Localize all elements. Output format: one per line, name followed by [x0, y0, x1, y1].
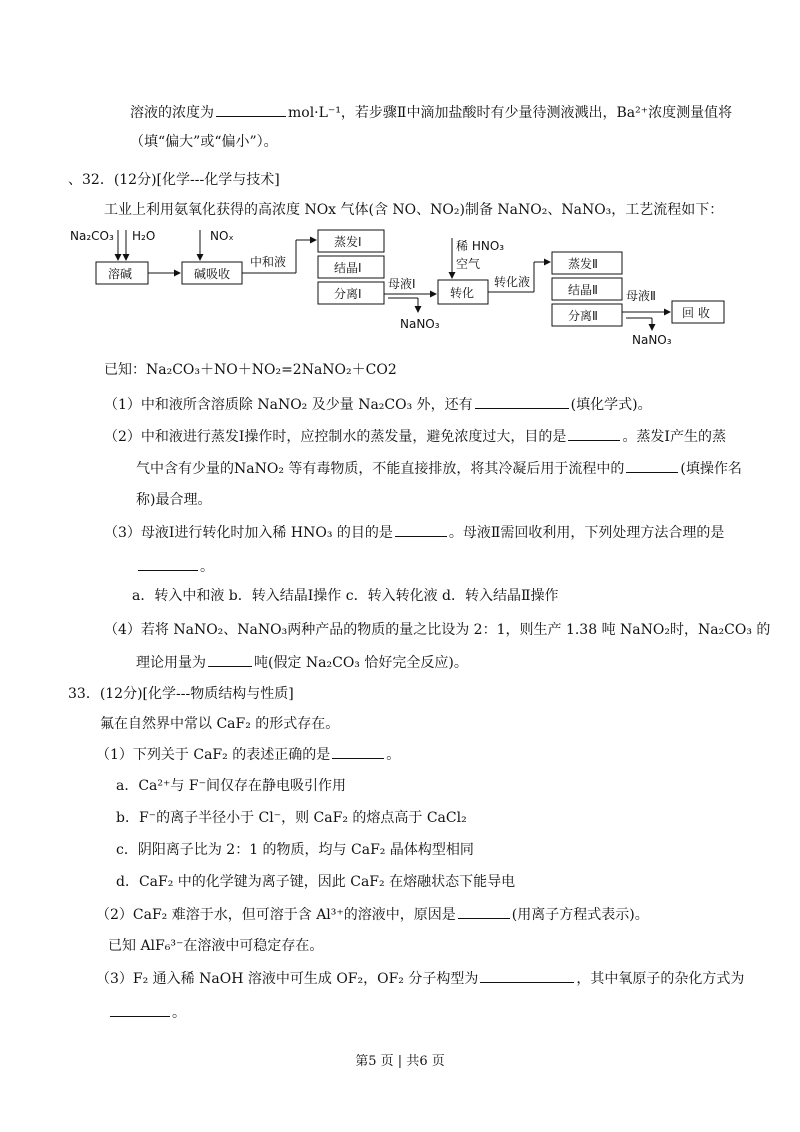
process-flowchart: [70, 226, 730, 346]
dilute-hno3-label: 稀 HNO₃: [456, 239, 505, 253]
text: mol·L⁻¹，若步骤Ⅱ中滴加盐酸时有少量待测液溅出，Ba²⁺浓度测量值将: [288, 105, 733, 121]
q32-2-line3: 称)最合理。: [136, 492, 212, 508]
answer-blank[interactable]: [208, 652, 252, 667]
q32-intro: 工业上利用氨氧化获得的高浓度 NOx 气体(含 NO、NO₂)制备 NaNO₂、NaNO₃，工艺流程如下：: [104, 202, 724, 218]
top-line-2: （填“偏大”或“偏小”）。: [130, 134, 278, 150]
air-label: 空气: [456, 257, 481, 271]
q33-heading: 33．(12分)[化学---物质结构与性质]: [68, 686, 294, 702]
absorb-label: 碱吸收: [194, 267, 231, 281]
page-footer: 第5 页 | 共6 页: [355, 1054, 445, 1069]
answer-blank[interactable]: [395, 522, 447, 537]
q33-1-option-d: d．CaF₂ 中的化学键为离子键，因此 CaF₂ 在熔融状态下能导电: [116, 874, 516, 890]
answer-blank[interactable]: [480, 968, 574, 983]
text: 吨(假定 Na₂CO₃ 恰好完全反应)。: [254, 655, 468, 671]
text: 。蒸发Ⅰ产生的蒸: [622, 429, 726, 445]
text: （2）CaF₂ 难溶于水，但可溶于含 Al³⁺的溶液中，原因是: [96, 907, 456, 923]
text: （1）中和液所含溶质除 NaNO₂ 及少量 Na₂CO₃ 外，还有: [104, 397, 473, 413]
q33-3-line2: [108, 1002, 186, 1023]
top-line-1: [130, 102, 732, 123]
q32-2-line1: [104, 426, 726, 447]
neutral-label: 中和液: [250, 255, 287, 269]
nano3-1-label: NaNO₃: [400, 317, 440, 331]
h2o-label: H₂O: [132, 229, 156, 243]
na2co3-label: Na₂CO₃: [70, 229, 114, 243]
answer-blank[interactable]: [458, 904, 510, 919]
recycle-label: 回 收: [682, 306, 710, 320]
sep2-label: 分离Ⅱ: [568, 309, 598, 323]
text: （3）母液Ⅰ进行转化时加入稀 HNO₃ 的目的是: [104, 525, 393, 541]
answer-blank[interactable]: [110, 1002, 170, 1017]
q32-2-line2: [136, 458, 742, 479]
text: 。母液Ⅱ需回收利用，下列处理方法合理的是: [448, 525, 725, 541]
mother2-label: 母液Ⅱ: [626, 289, 656, 303]
nano3-2-label: NaNO₃: [632, 333, 672, 346]
nox-label: NOₓ: [210, 229, 234, 243]
answer-blank[interactable]: [216, 102, 286, 117]
text: 气中含有少量的NaNO₂ 等有毒物质，不能直接排放，将其冷凝后用于流程中的: [136, 461, 625, 477]
text: 溶液的浓度为: [130, 105, 214, 121]
text: 。: [172, 1005, 186, 1021]
q32-3-line1: [104, 522, 724, 543]
q33-1: [96, 744, 400, 765]
text: 。: [386, 747, 401, 763]
q33-1-option-b: b．F⁻的离子半径小于 Cl⁻，则 CaF₂ 的熔点高于 CaCl₂: [116, 810, 467, 826]
evap2-label: 蒸发Ⅱ: [568, 257, 598, 271]
q33-1-option-a: a．Ca²⁺与 F⁻间仅存在静电吸引作用: [116, 778, 346, 794]
answer-blank[interactable]: [332, 744, 384, 759]
cryst1-label: 结晶Ⅰ: [334, 261, 362, 275]
q32-heading: 、32．(12分)[化学---化学与技术]: [68, 172, 280, 188]
q32-3-line2: [136, 556, 214, 577]
text: (填化学式)。: [570, 397, 652, 413]
text: 理论用量为: [136, 655, 206, 671]
q33-1-option-c: c．阴阳离子比为 2：1 的物质，均与 CaF₂ 晶体构型相同: [116, 842, 474, 858]
text: （3）F₂ 通入稀 NaOH 溶液中可生成 OF₂，OF₂ 分子构型为: [96, 971, 479, 987]
q33-3-line1: [96, 968, 744, 989]
q32-3-options: a．转入中和液 b．转入结晶Ⅰ操作 c．转入转化液 d．转入结晶Ⅱ操作: [132, 588, 559, 604]
q33-2: [96, 904, 649, 925]
known-equation: 已知：Na₂CO₃＋NO＋NO₂=2NaNO₂＋CO2: [104, 362, 397, 378]
dissolve-label: 溶碱: [108, 267, 133, 281]
answer-blank[interactable]: [475, 394, 569, 409]
conv-liquid-label: 转化液: [494, 275, 531, 289]
q33-2-known: 已知 AlF₆³⁻在溶液中可稳定存在。: [108, 938, 324, 954]
text: （1）下列关于 CaF₂ 的表述正确的是: [96, 747, 331, 763]
q33-intro: 氟在自然界中常以 CaF₂ 的形式存在。: [100, 716, 340, 732]
text: (填操作名: [680, 461, 742, 477]
answer-blank[interactable]: [568, 426, 620, 441]
text: (用离子方程式表示)。: [511, 907, 649, 923]
cryst2-label: 结晶Ⅱ: [568, 283, 598, 297]
convert-label: 转化: [450, 286, 475, 300]
evap1-label: 蒸发Ⅰ: [334, 235, 362, 249]
text: ，其中氧原子的杂化方式为: [576, 971, 745, 987]
answer-blank[interactable]: [138, 556, 198, 571]
sep1-label: 分离Ⅰ: [334, 287, 362, 301]
q32-1: [104, 394, 652, 415]
q32-4-line2: [136, 652, 468, 673]
text: （2）中和液进行蒸发Ⅰ操作时，应控制水的蒸发量，避免浓度过大，目的是: [104, 429, 567, 445]
mother1-label: 母液Ⅰ: [388, 277, 416, 291]
q32-4-line1: （4）若将 NaNO₂、NaNO₃两种产品的物质的量之比设为 2：1，则生产 1.38 吨 NaNO₂时，Na₂CO₃ 的: [104, 622, 771, 638]
text: 。: [200, 559, 214, 575]
answer-blank[interactable]: [626, 458, 678, 473]
